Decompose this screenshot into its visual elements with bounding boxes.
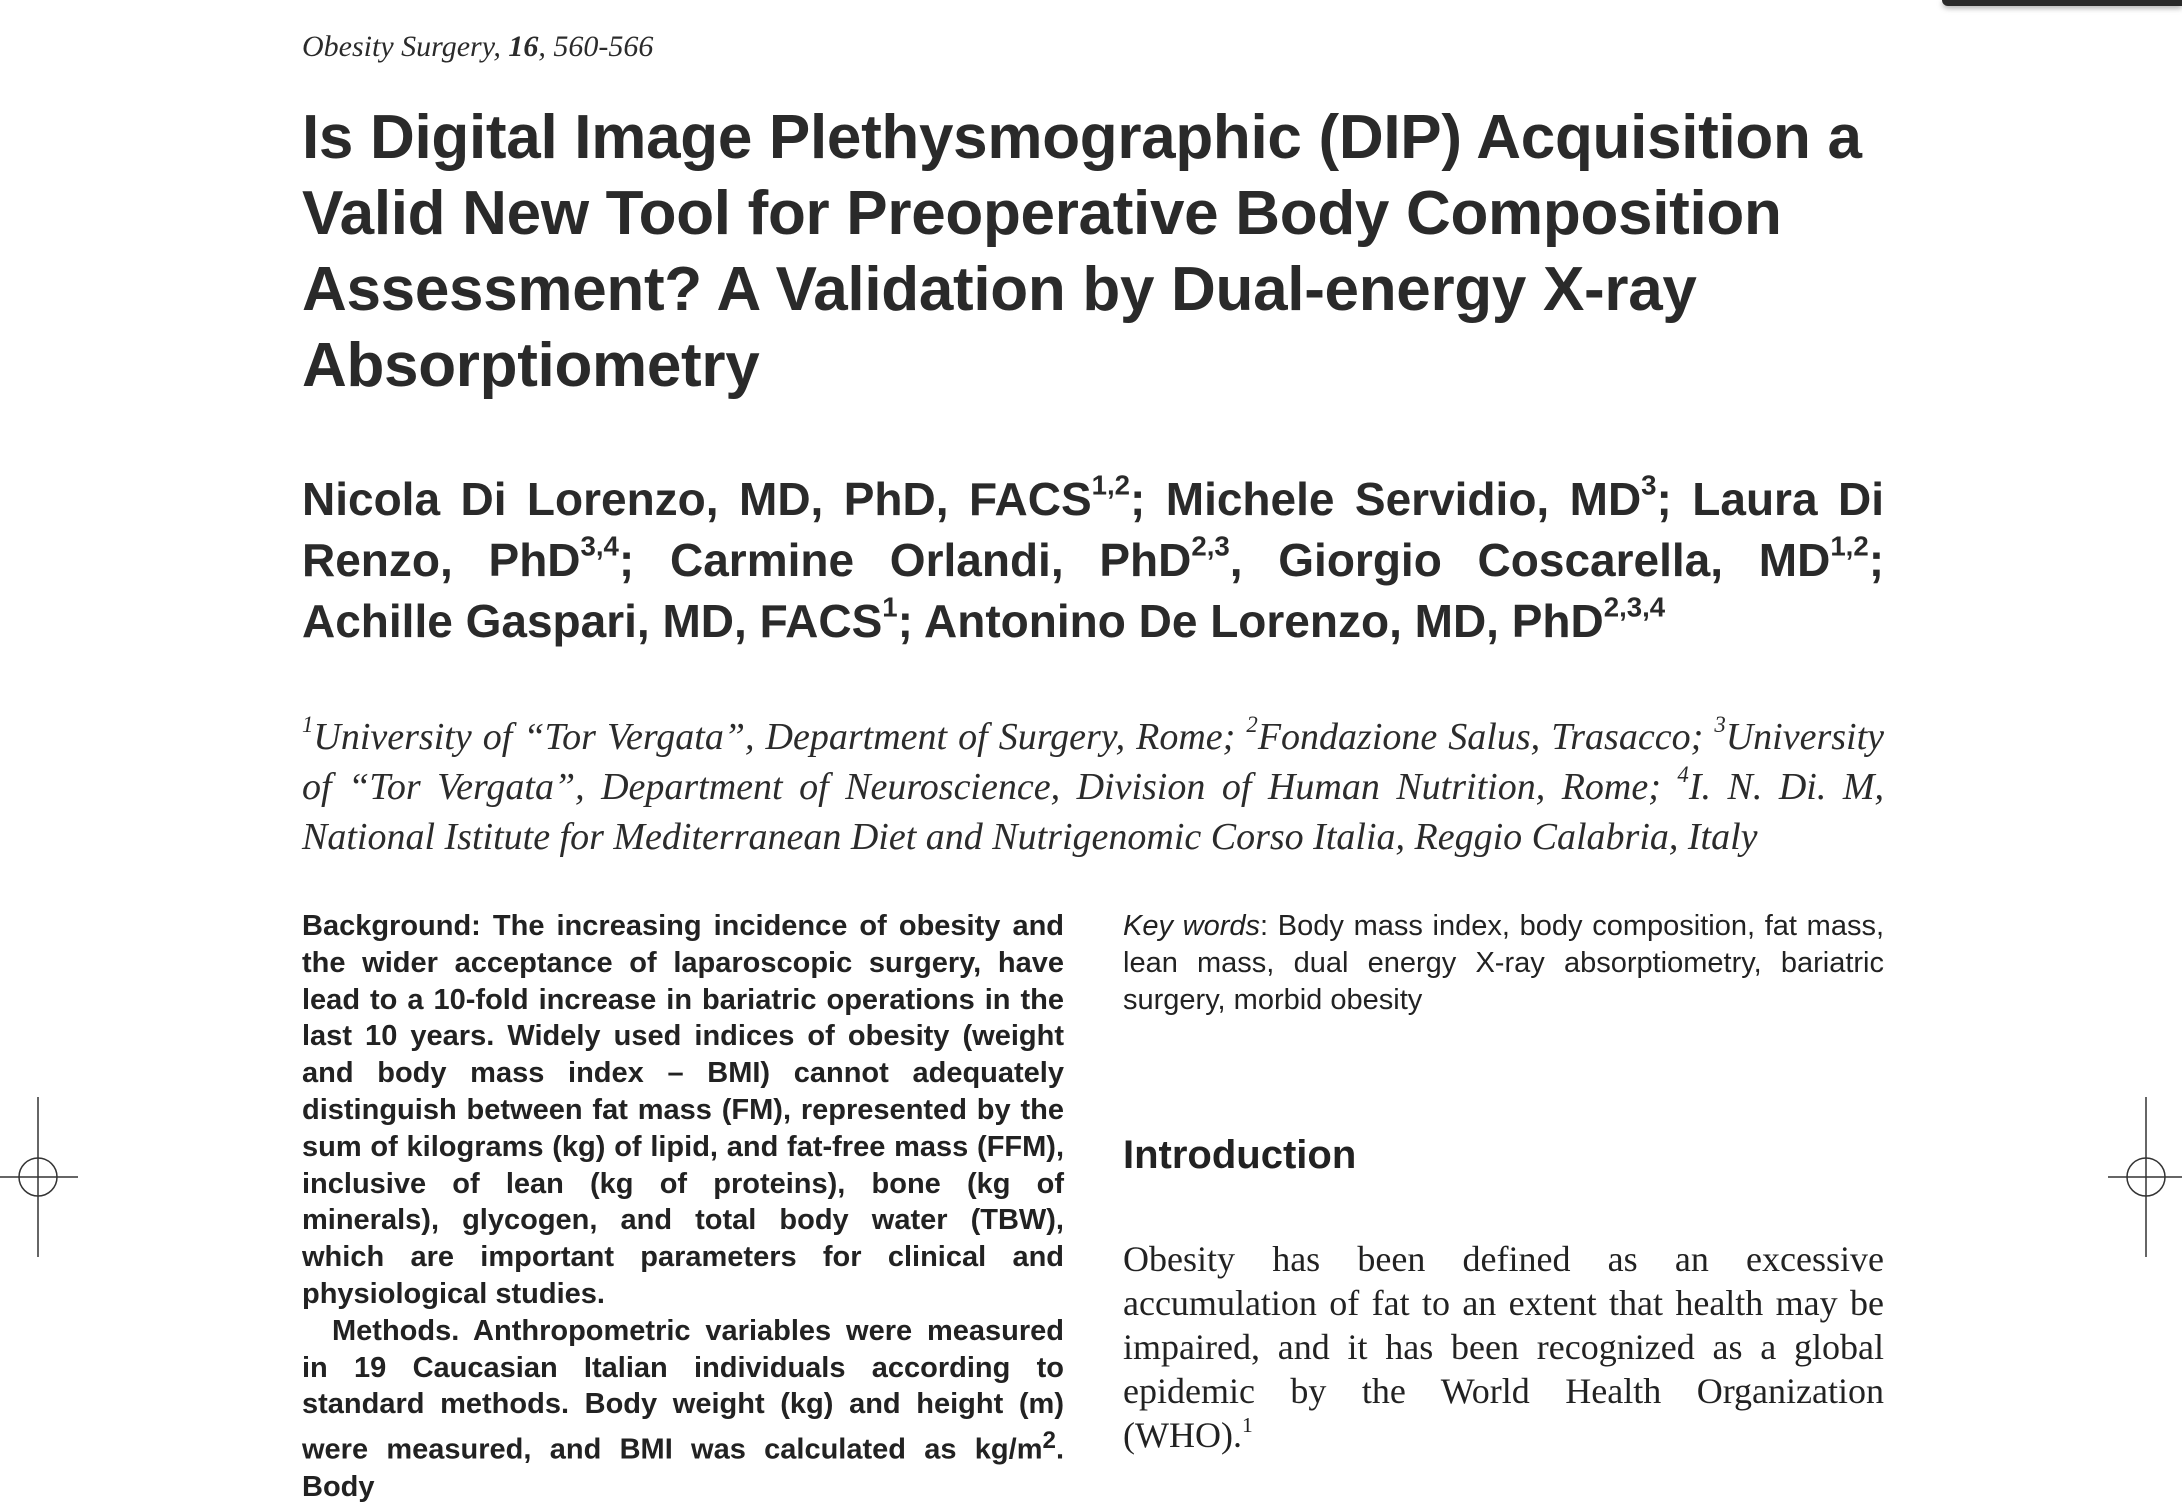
citation-marker: 1 (1241, 1412, 1253, 1437)
affiliation-marker: 3 (1714, 711, 1726, 737)
abstract (302, 908, 1064, 1505)
affiliation-marker: 1 (302, 711, 314, 737)
author-separator: ; (1868, 534, 1885, 586)
author-affiliation-marker: 1,2 (1091, 469, 1130, 501)
author-name: Antonino De Lorenzo, MD, PhD (924, 595, 1604, 647)
affiliation-text: University of “Tor Vergata”, Department of Neuroscience, Division of Human Nutrition, Rome; (302, 716, 1885, 808)
abstract-methods (302, 1313, 1064, 1505)
journal-pages: , 560-566 (538, 30, 654, 63)
introduction-text (1123, 1237, 1884, 1457)
author-name: Michele Servidio, MD (1165, 473, 1642, 525)
affiliation-text: University of “Tor Vergata”, Department of Surgery, Rome; (313, 716, 1247, 758)
journal-name: Obesity Surgery, (302, 30, 509, 63)
author-affiliation-marker: 1 (882, 591, 898, 623)
author-affiliation-marker: 2,3 (1191, 530, 1230, 562)
author-separator: ; (618, 534, 670, 586)
author-affiliation-marker: 1,2 (1830, 530, 1869, 562)
journal-volume: 16 (508, 30, 539, 63)
affiliation-marker: 4 (1677, 761, 1689, 787)
author-name: Nicola Di Lorenzo, MD, PhD, FACS (302, 473, 1092, 525)
author-affiliation-marker: 3 (1641, 469, 1657, 501)
affiliation-text: I. N. Di. M, National Istitute for Mediterranean Diet and Nutrigenomic Corso Italia, Reggio Calabria, Italy (302, 766, 1884, 858)
author-name: Carmine Orlandi, PhD (669, 534, 1192, 586)
affiliation-text: Fondazione Salus, Trasacco; (1257, 716, 1715, 758)
author-separator: ; (1130, 473, 1166, 525)
author-name: Achille Gaspari, MD, FACS (302, 595, 883, 647)
journal-citation (302, 30, 653, 64)
introduction-paragraph: Obesity has been defined as an excessive accumulation of fat to an extent that health may be impaired, and it has been recognized as a global epidemic by the World Health Organization (WHO). (1123, 1239, 1884, 1455)
author-separator: , (1229, 534, 1279, 586)
abstract-methods-superscript: 2 (1042, 1427, 1056, 1455)
keywords (1123, 908, 1884, 1018)
author-separator: ; (1656, 473, 1693, 525)
abstract-methods-tail: . Body (302, 1433, 1064, 1503)
author-separator: ; (897, 595, 925, 647)
author-list (302, 469, 1884, 652)
abstract-methods-text: Methods. Anthropometric variables were measured in 19 Caucasian Italian individuals according to standard methods. Body weight (kg) and height (m) were measured, and BMI was calculated as kg/m (302, 1314, 1064, 1466)
keywords-text: : Body mass index, body composition, fat mass, lean mass, dual energy X-ray absorptiometry, bariatric surgery, morbid obesity (1123, 910, 1884, 1016)
crop-mark-right-icon (2102, 1097, 2182, 1257)
crop-mark-left-icon (0, 1097, 80, 1257)
author-name: Laura Di Renzo, PhD (302, 473, 1884, 586)
author-name: Giorgio Coscarella, MD (1278, 534, 1831, 586)
affiliation-list (302, 712, 1884, 862)
introduction-heading: Introduction (1123, 1133, 1357, 1177)
abstract-background: Background: The increasing incidence of obesity and the wider acceptance of laparoscopic surgery, have lead to a 10-fold increase in bariatric operations in the last 10 years. Widely used indices of obesity (weight and body mass index – BMI) cannot adequately distinguish between fat mass (FM), represented by the sum of kilograms (kg) of lipid, and fat-free mass (FFM), inclusive of lean (kg of proteins), bone (kg of minerals), glycogen, and total body water (TBW), which are important parameters for clinical and physiological studies. (302, 910, 1064, 1310)
keywords-label: Key words (1123, 910, 1261, 942)
window-corner-shadow (1942, 0, 2182, 6)
affiliation-marker: 2 (1246, 711, 1258, 737)
author-affiliation-marker: 3,4 (580, 530, 619, 562)
author-affiliation-marker: 2,3,4 (1603, 591, 1666, 623)
article-title: Is Digital Image Plethysmographic (DIP) Acquisition a Valid New Tool for Preoperative Body Composition Assessment? A Validation by Dual-energy X-ray Absorptiometry (302, 103, 1862, 400)
